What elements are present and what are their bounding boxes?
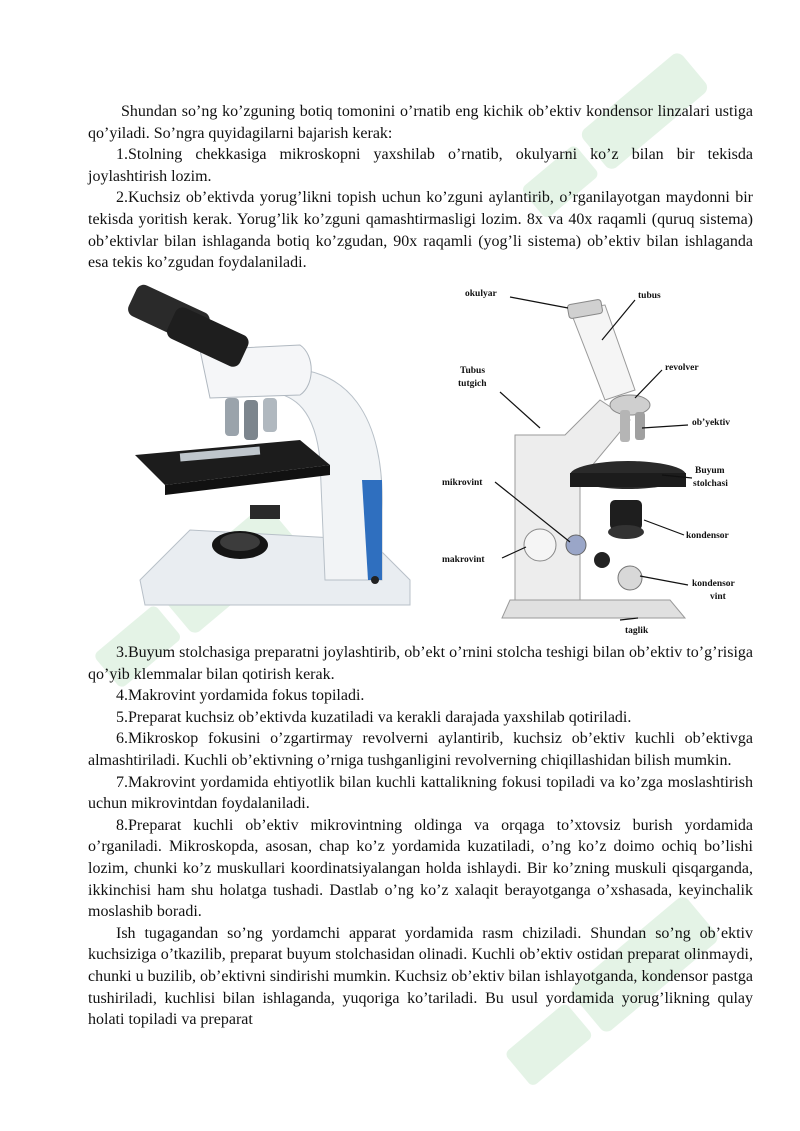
- label-tubus-tutgich-1: Tubus: [460, 366, 486, 376]
- label-buyum-2: stolchasi: [693, 479, 728, 489]
- label-mikrovint: mikrovint: [442, 478, 483, 488]
- paragraph: Ish tugagandan so’ng yordamchi apparat yordamida rasm chiziladi. Shundan so’ng ob’ektiv kuchsiziga o’tkazilib, preparat buyum stolchasidan olinadi. Kuchli ob’ektiv ostidan preparat olinmaydi, chunki u buzilib, ob’ektivni sindirishi mumkin. Kuchsiz ob’ektiv bilan ishlayotganda, kondensor pastga tushiriladi, kuchlisi bilan ishlaganda, yuqoriga ko’tariladi. Bu usul yordamida yorug’likning qulay holati topiladi va preparat: [88, 924, 753, 1029]
- paragraph: 7.Makrovint yordamida ehtiyotlik bilan kuchli kattalikning fokusi topiladi va ko’zga moslashtirish uchun mikrovintdan foydalaniladi.: [88, 773, 753, 813]
- label-okulyar: okulyar: [465, 289, 497, 299]
- paragraph: 4.Makrovint yordamida fokus topiladi.: [116, 687, 365, 705]
- paragraph: 2.Kuchsiz ob’ektivda yorug’likni topish uchun ko’zguni aylantirib, o’rganilayotgan maydonni bir tekisda yoritish kerak. Yorug’lik ko’zguni qamashtirmasligi lozim. 8x va 40x raqamli (quruq sistema) ob’ektivlar bilan ishlaganda botiq ko’zgudan, 90x raqamli (yog’li sistema) ob’ektiv bilan ishlaganda esa tekis ko’zgudan foydalaniladi.: [88, 189, 753, 272]
- label-kondensor: kondensor: [686, 531, 729, 541]
- microscope-diagram: [430, 280, 760, 642]
- paragraph: 5.Preparat kuchsiz ob’ektivda kuzatiladi va kerakli darajada yaxshilab qotiriladi.: [116, 708, 632, 726]
- label-buyum-1: Buyum: [695, 466, 725, 476]
- paragraph: 3.Buyum stolchasiga preparatni joylashtirib, ob’ekt o’rnini stolcha teshigi bilan ob’ektiv to’g’risiga qo’yib klemmalar bilan qotirish kerak.: [88, 644, 753, 683]
- label-taglik: taglik: [625, 626, 649, 636]
- microscope-figure: [0, 280, 800, 642]
- paragraph: Shundan so’ng ko’zguning botiq tomonini o’rnatib eng kichik ob’ektiv kondensor linzalari ustiga qo’yiladi. So’ngra quyidagilarni bajarish kerak:: [88, 103, 753, 142]
- label-revolver: revolver: [665, 363, 699, 373]
- paragraph: 6.Mikroskop fokusini o’zgartirmay revolverni aylantirib, kuchsiz ob’ektiv kuchli ob’ektivga almashtiriladi. Kuchli ob’ektivning o’rniga tushganligini revolverning chiqillashidan bilish mumkin.: [88, 730, 753, 769]
- label-tubus-tutgich-2: tutgich: [458, 379, 487, 389]
- microscope-photo: [120, 280, 420, 620]
- label-tubus: tubus: [638, 291, 661, 301]
- label-kondensor-vint-2: vint: [710, 592, 726, 602]
- label-makrovint: makrovint: [442, 555, 485, 565]
- label-obyektiv: ob’yektiv: [692, 418, 730, 428]
- paragraph: 1.Stolning chekkasiga mikroskopni yaxshilab o’rnatib, okulyarni ko’z bilan bir tekisda joylashtirish lozim.: [88, 146, 753, 185]
- text-block-bottom: [88, 642, 753, 1031]
- label-kondensor-vint-1: kondensor: [692, 579, 735, 589]
- paragraph: 8.Preparat kuchli ob’ektiv mikrovintning oldinga va orqaga to’xtovsiz burish yordamida o’rganiladi. Mikroskopda, asosan, chap ko’z yordamida kuzatiladi, o’ng ko’z doimo ochiq bo’lishi lozim, chunki ko’z muskullari koordinatsiyalangan holda ishlaydi. Bir ko’zning muskuli qisqarganda, ikkinchisi ham shu holatga tushadi. Dastlab o’ng ko’z xalaqit berayotganga o’xshasada, keyinchalik moslashib boradi.: [88, 816, 753, 921]
- text-block-top: [88, 101, 753, 274]
